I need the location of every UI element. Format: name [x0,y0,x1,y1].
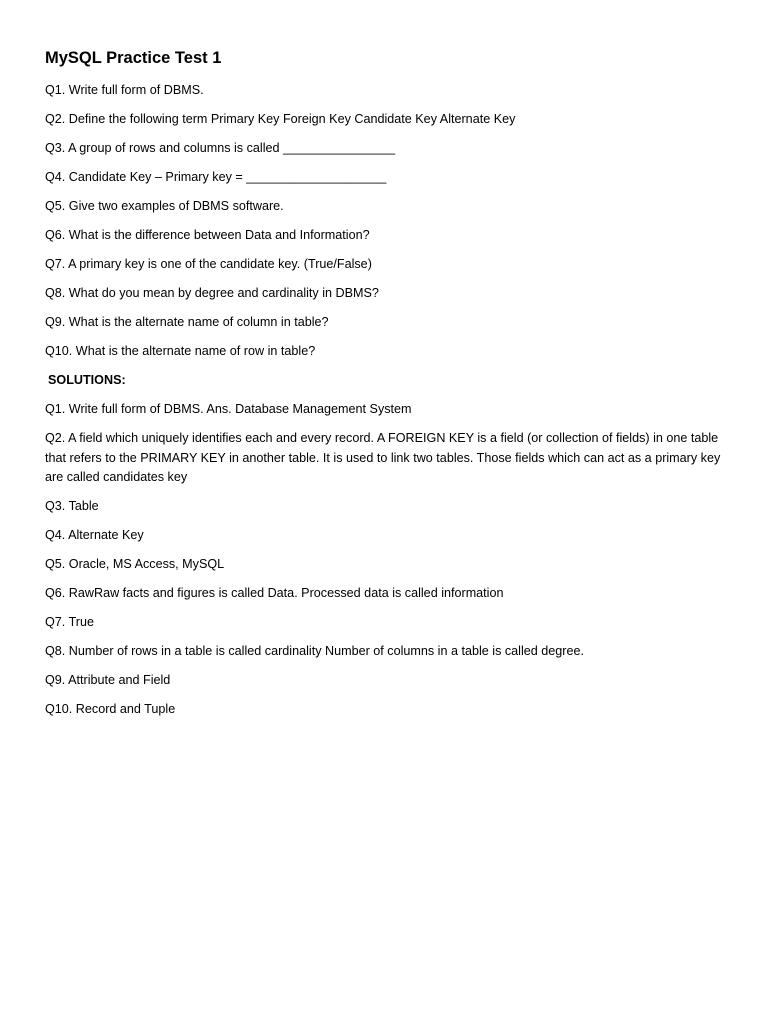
solution-4: Q4. Alternate Key [45,528,144,542]
question-10: Q10. What is the alternate name of row in table? [45,344,316,358]
question-6: Q6. What is the difference between Data and Information? [45,228,370,242]
question-1: Q1. Write full form of DBMS. [45,83,204,97]
solution-5: Q5. Oracle, MS Access, MySQL [45,557,225,571]
solution-6: Q6. RawRaw facts and figures is called Data. Processed data is called information [45,586,504,600]
solution-8: Q8. Number of rows in a table is called cardinality Number of columns in a table is called degree. [45,644,584,658]
solutions-heading: SOLUTIONS: [48,373,126,387]
document-title: MySQL Practice Test 1 [45,49,222,67]
question-7: Q7. A primary key is one of the candidate key. (True/False) [45,257,372,271]
question-5: Q5. Give two examples of DBMS software. [45,199,284,213]
solution-7: Q7. True [45,615,94,629]
question-4: Q4. Candidate Key – Primary key = ____________________ [45,170,387,184]
solution-3: Q3. Table [45,499,99,513]
document-page [45,47,725,729]
solution-9: Q9. Attribute and Field [45,673,171,687]
question-9: Q9. What is the alternate name of column in table? [45,315,329,329]
solution-10: Q10. Record and Tuple [45,702,176,716]
solution-1: Q1. Write full form of DBMS. Ans. Database Management System [45,402,412,416]
question-3: Q3. A group of rows and columns is called ________________ [45,141,396,155]
question-2: Q2. Define the following term Primary Key Foreign Key Candidate Key Alternate Key [45,112,516,126]
question-8: Q8. What do you mean by degree and cardinality in DBMS? [45,286,379,300]
solution-2: Q2. A field which uniquely identifies each and every record. A FOREIGN KEY is a field (or collection of fields) in one table that refers to the PRIMARY KEY in another table. It is used to link two tables. Those fields which can act as a primary key are called candidates key [45,431,721,484]
